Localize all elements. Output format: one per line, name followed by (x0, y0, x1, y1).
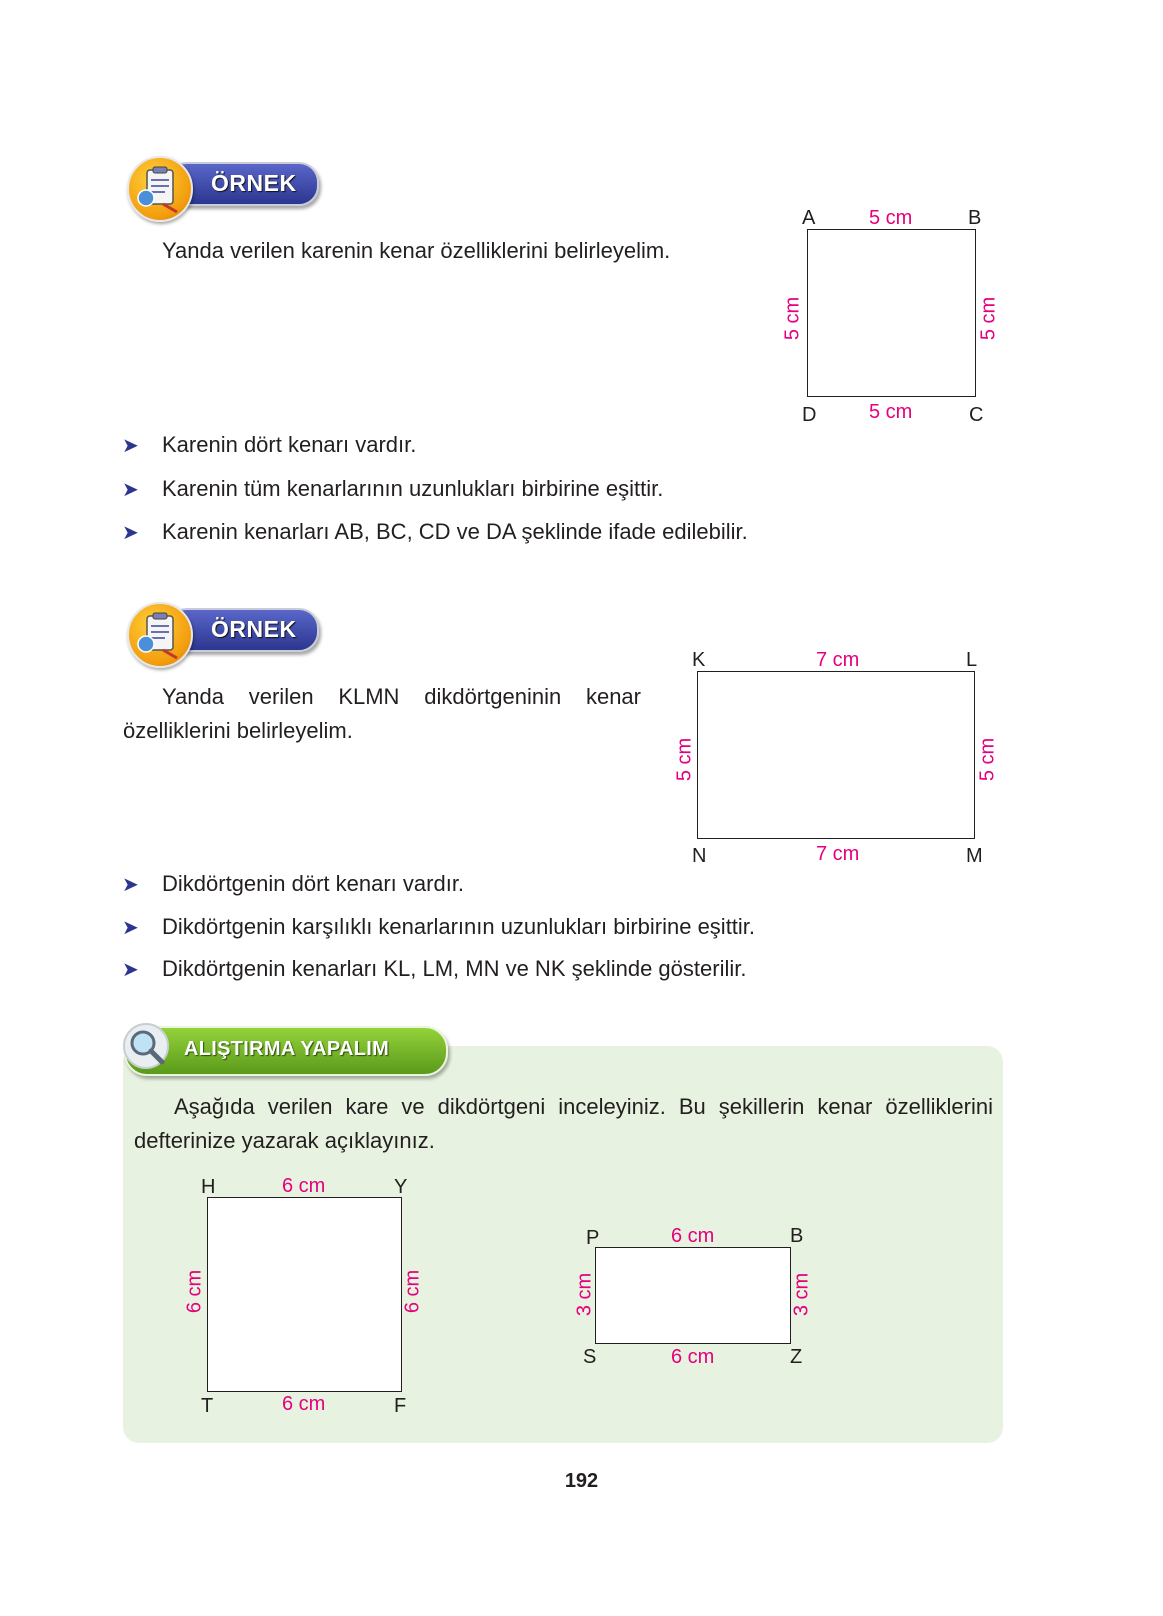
magnifier-icon (118, 1018, 178, 1078)
example1-intro: Yanda verilen karenin kenar özelliklerini belirleyelim. (162, 238, 671, 263)
vertex-label-t: T (201, 1395, 214, 1417)
ornek-badge-label: ÖRNEK (211, 616, 297, 642)
bullet-text: Karenin kenarları AB, BC, CD ve DA şeklinde ifade edilebilir. (162, 519, 748, 544)
measure-right: 5 cm (977, 296, 1000, 341)
exercise-text-line1: Aşağıda verilen kare ve dikdörtgeni inceleyiniz. Bu şekillerin kenar özelliklerini (174, 1094, 993, 1119)
bullet-item (122, 914, 755, 940)
vertex-label-n: N (692, 845, 707, 867)
vertex-label-p: P (586, 1227, 600, 1249)
vertex-label-z: Z (790, 1346, 803, 1368)
measure-left: 6 cm (183, 1269, 206, 1314)
bullet-text: Karenin tüm kenarlarının uzunlukları birbirine eşittir. (162, 476, 664, 501)
measure-top: 6 cm (671, 1225, 715, 1247)
bullet-item (122, 956, 746, 982)
arrow-icon: ➤ (122, 521, 139, 544)
vertex-label-m: M (966, 845, 983, 867)
measure-bottom: 6 cm (671, 1346, 715, 1368)
measure-bottom: 5 cm (869, 401, 913, 423)
example2-intro-line2: özelliklerini belirleyelim. (123, 718, 353, 743)
vertex-label-f: F (394, 1395, 407, 1417)
bullet-text: Dikdörtgenin dört kenarı vardır. (162, 871, 465, 896)
exercise-text-line2: defterinize yazarak açıklayınız. (134, 1128, 435, 1153)
page-number: 192 (564, 1470, 599, 1492)
measure-left: 5 cm (673, 737, 696, 782)
bullet-item (122, 519, 748, 545)
arrow-icon: ➤ (122, 873, 139, 896)
measure-top: 6 cm (282, 1175, 326, 1197)
square-hyft (207, 1197, 402, 1392)
vertex-label-s: S (583, 1346, 597, 1368)
rectangle-pbzs (595, 1247, 791, 1344)
ornek-badge-2 (127, 602, 327, 656)
vertex-label-h: H (201, 1176, 216, 1198)
bullet-item (122, 871, 464, 897)
rectangle-klmn (697, 671, 975, 839)
example2-intro (123, 680, 641, 748)
measure-right: 5 cm (976, 737, 999, 782)
measure-right: 3 cm (790, 1272, 813, 1317)
vertex-label-k: K (692, 649, 706, 671)
bullet-text: Dikdörtgenin karşılıklı kenarlarının uzunlukları birbirine eşittir. (162, 914, 756, 939)
measure-right: 6 cm (401, 1269, 424, 1314)
vertex-label-a: A (802, 207, 816, 229)
exercise-text (134, 1090, 993, 1158)
arrow-icon: ➤ (122, 916, 139, 939)
ornek-badge-label: ÖRNEK (211, 170, 297, 196)
clipboard-icon (127, 156, 193, 222)
bullet-text: Karenin dört kenarı vardır. (162, 432, 417, 457)
measure-top: 5 cm (869, 207, 913, 229)
measure-bottom: 7 cm (816, 843, 860, 865)
arrow-icon: ➤ (122, 434, 139, 457)
bullet-item (122, 476, 663, 502)
exercise-badge-label: ALIŞTIRMA YAPALIM (184, 1038, 390, 1060)
vertex-label-l: L (966, 649, 978, 671)
ornek-badge-1 (127, 156, 327, 210)
arrow-icon: ➤ (122, 958, 139, 981)
square-abcd (807, 229, 976, 397)
vertex-label-c: C (969, 404, 984, 426)
example2-intro-line1: Yanda verilen KLMN dikdörtgeninin kenar (162, 684, 641, 709)
vertex-label-d: D (802, 404, 817, 426)
vertex-label-b: B (790, 1225, 804, 1247)
clipboard-icon (127, 602, 193, 668)
measure-left: 5 cm (781, 296, 804, 341)
vertex-label-b: B (968, 207, 982, 229)
measure-left: 3 cm (573, 1272, 596, 1317)
measure-bottom: 6 cm (282, 1393, 326, 1415)
measure-top: 7 cm (816, 649, 860, 671)
bullet-item (122, 432, 416, 458)
bullet-text: Dikdörtgenin kenarları KL, LM, MN ve NK şeklinde gösterilir. (162, 956, 747, 981)
arrow-icon: ➤ (122, 478, 139, 501)
vertex-label-y: Y (394, 1176, 408, 1198)
